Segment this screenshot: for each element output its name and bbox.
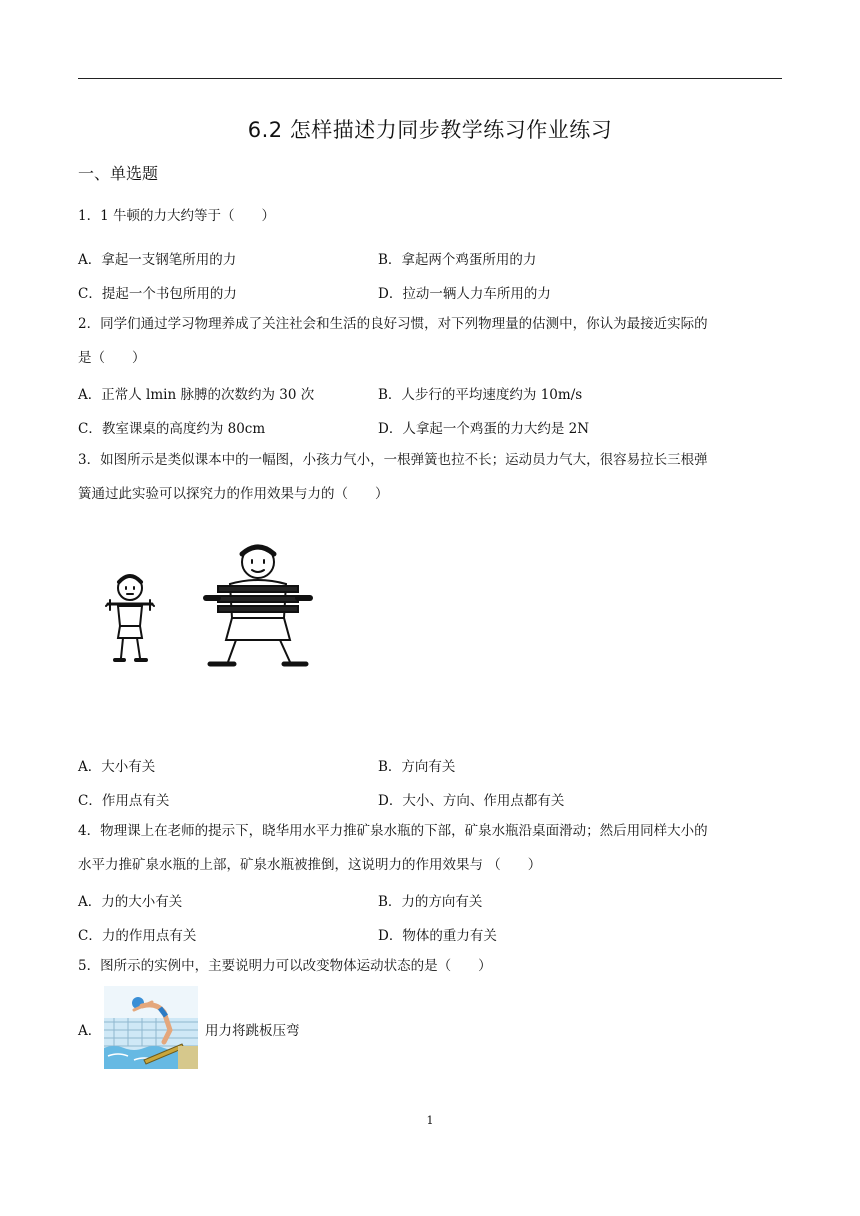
q4-stem-line1: 4．物理课上在老师的提示下，晓华用水平力推矿泉水瓶的下部，矿泉水瓶沿桌面滑动；然后用同样大小的 [78,823,708,839]
q2-stem-line1: 2．同学们通过学习物理养成了关注社会和生活的良好习惯，对下列物理量的估测中，你认为最接近实际的 [78,316,708,332]
page-title: 6.2 怎样描述力同步教学练习作业练习 [247,118,613,142]
q2-option-b: B．人步行的平均速度约为 10m/s [378,387,583,403]
q4-option-d: D．物体的重力有关 [378,928,497,944]
q1-option-b: B．拿起两个鸡蛋所用的力 [378,252,537,268]
q4-option-b: B．力的方向有关 [378,894,483,910]
q2-stem-line2: 是（ ） [78,350,146,366]
section-heading: 一、单选题 [78,164,159,183]
q3-option-d: D．大小、方向、作用点都有关 [378,793,565,809]
q4-stem-line2: 水平力推矿泉水瓶的上部，矿泉水瓶被推倒，这说明力的作用效果与 （ ） [78,857,542,873]
q3-stem-line2: 簧通过此实验可以探究力的作用效果与力的（ ） [78,486,389,502]
q1-option-d: D．拉动一辆人力车所用的力 [378,286,551,302]
spring-figure [100,540,316,672]
q3-option-b: B．方向有关 [378,759,456,775]
q4-option-c: C．力的作用点有关 [78,928,197,944]
q2-option-c: C．教室课桌的高度约为 80cm [78,421,266,437]
diving-board-image [104,986,198,1069]
q3-option-c: C．作用点有关 [78,793,170,809]
q2-option-d: D．人拿起一个鸡蛋的力大约是 2N [378,421,590,437]
q5-stem: 5．图所示的实例中，主要说明力可以改变物体运动状态的是（ ） [78,958,492,974]
q1-stem: 1．1 牛顿的力大约等于（ ） [78,208,275,224]
child-figure [106,576,154,660]
q5-option-a-label: A． [78,1023,102,1039]
q1-option-c: C．提起一个书包所用的力 [78,286,237,302]
page-number: 1 [426,1114,434,1127]
athlete-figure [206,546,310,664]
q5-option-a-text: 用力将跳板压弯 [205,1023,300,1039]
q1-option-a: A．拿起一支钢笔所用的力 [78,252,237,268]
q3-option-a: A．大小有关 [78,759,156,775]
header-rule [78,78,782,79]
q3-stem-line1: 3．如图所示是类似课本中的一幅图，小孩力气小，一根弹簧也拉不长；运动员力气大，很容易拉长三根弹 [78,452,708,468]
q4-option-a: A．力的大小有关 [78,894,183,910]
q2-option-a: A．正常人 lmin 脉膊的次数约为 30 次 [78,387,315,403]
